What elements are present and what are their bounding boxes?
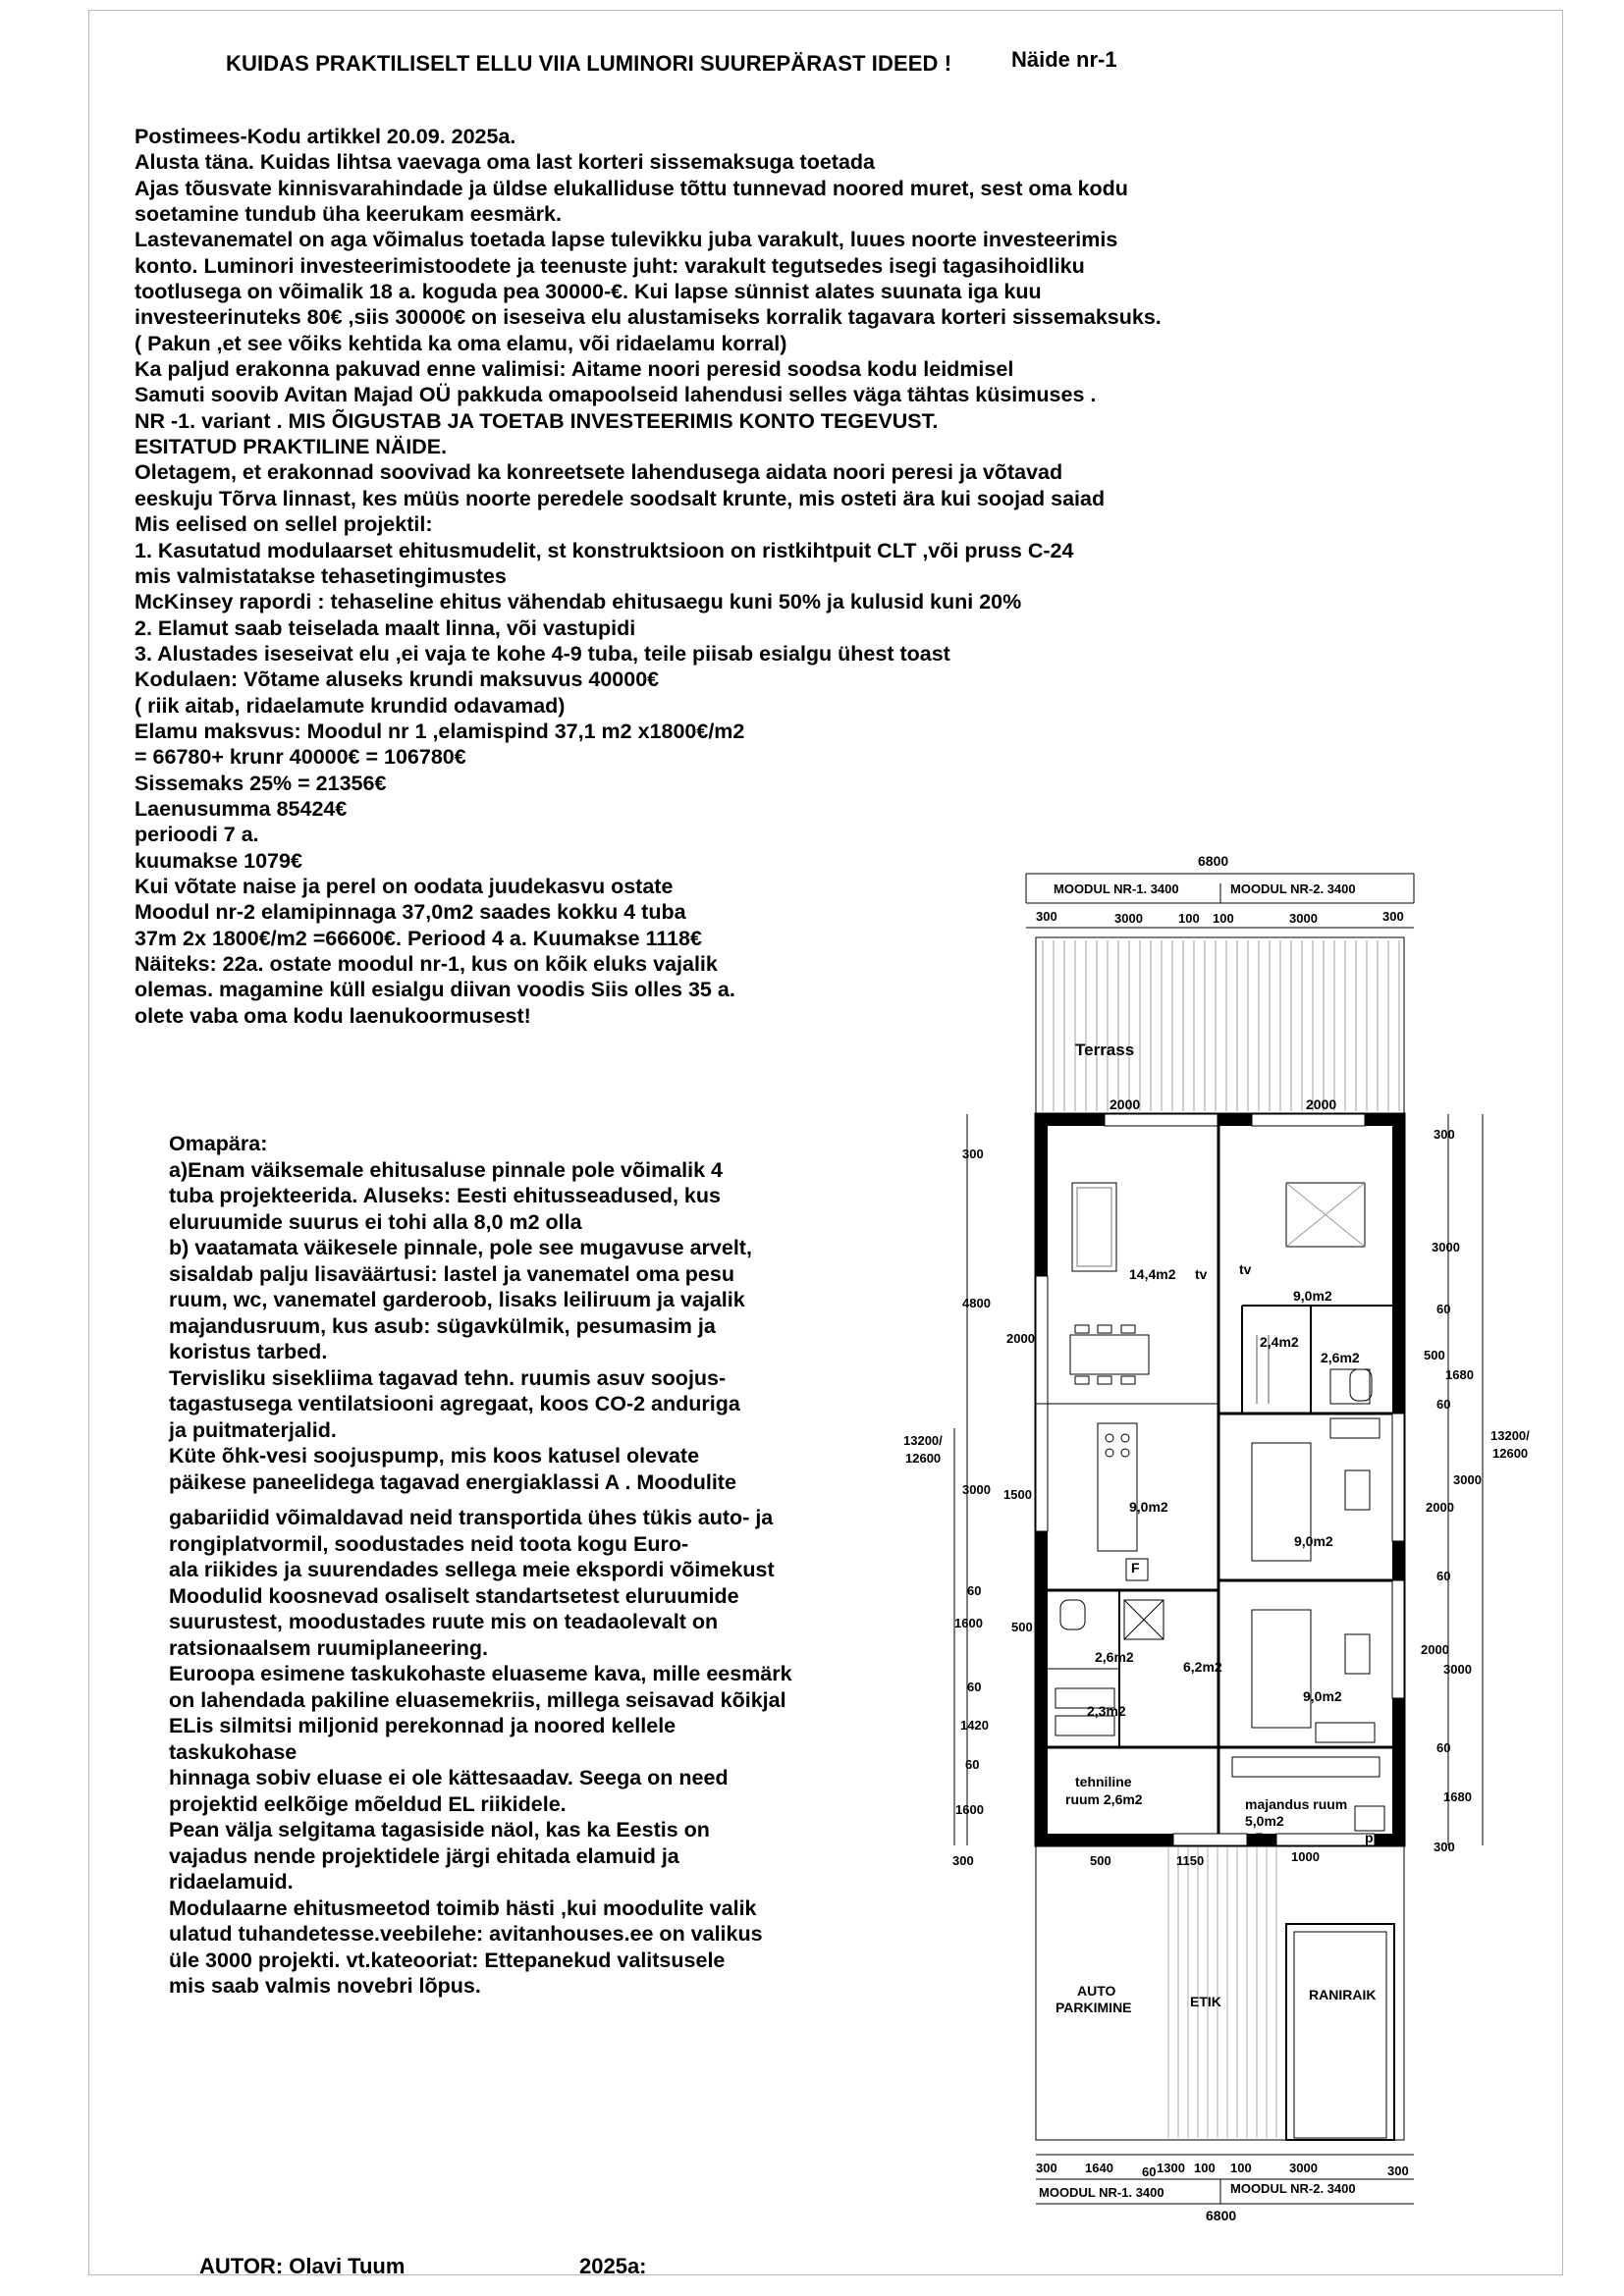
dim-right-60a: 60 [1436, 1302, 1451, 1316]
dim-left-total-b: 12600 [905, 1451, 942, 1466]
bed-low [1252, 1610, 1311, 1728]
dim-bottom-1000: 1000 [1291, 1849, 1320, 1864]
dim-right-3000a: 3000 [1432, 1240, 1460, 1255]
features-line: ulatud tuhandetesse.veebilehe: avitanhouses.ee on valikus [169, 1922, 763, 1946]
article-line: McKinsey rapordi : tehaseline ehitus vähendab ehitusaegu kuni 50% ja kulusid kuni 20% [135, 590, 1022, 614]
parking-label-2: PARKIMINE [1056, 2000, 1132, 2015]
article-line: 37m 2x 1800€/m2 =66600€. Periood 4 a. Kuumakse 1118€ [135, 926, 702, 950]
article-line: Moodul nr-2 elamipinnaga 37,0m2 saades kokku 4 tuba [135, 900, 686, 925]
room-sauna-area: 2,3m2 [1087, 1703, 1126, 1719]
terrace-decking [1036, 937, 1404, 1114]
dim-top-total: 6800 [1198, 853, 1229, 869]
room-kitchen-area: 9,0m2 [1129, 1499, 1168, 1515]
article-line: Samuti soovib Avitan Majad OÜ pakkuda omapoolseid lahendusi selles väga tähtas küsimuses . [135, 383, 1097, 407]
features-line: majandusruum, kus asub: sügavkülmik, pesumasim ja [169, 1313, 716, 1338]
features-line: ja puitmaterjalid. [169, 1417, 337, 1442]
dim-right-2000a: 2000 [1426, 1500, 1454, 1515]
features-line: sisaldab palju lisaväärtusi: lastel ja vanematel oma pesu [169, 1261, 734, 1286]
article-line: soetamine tundub üha keerukam eesmärk. [135, 202, 562, 227]
article-line: Postimees-Kodu artikkel 20.09. 2025a. [135, 125, 516, 148]
features-line: projektid eelkõige mõeldud EL riikidele. [169, 1791, 567, 1816]
room-technical-label: tehniline [1075, 1774, 1132, 1789]
dim-bottom-total: 6800 [1206, 2208, 1237, 2223]
dim-top-modul-2: MOODUL NR-2. 3400 [1230, 881, 1356, 896]
dim-top-f: 300 [1382, 909, 1404, 924]
dim-bottom-g: 3000 [1289, 2161, 1318, 2175]
drainage-label: RANIRAIK [1309, 1987, 1377, 2002]
dim-left-60c: 60 [965, 1757, 980, 1772]
dim-right-total-a: 13200/ [1490, 1428, 1530, 1443]
dim-top-e: 3000 [1289, 911, 1318, 926]
features-line: ratsionaalsem ruumiplaneering. [169, 1635, 488, 1660]
article-line: Ka paljud erakonna pakuvad enne valimisi: Aitame noori peresid soodsa kodu leidmisel [135, 357, 1014, 382]
dim-bottom-c: 60 [1142, 2164, 1157, 2179]
features-line: ala riikides ja suurendades sellega meie ekspordi võimekust [169, 1558, 775, 1581]
room-utility-area: 5,0m2 [1245, 1813, 1284, 1829]
room-hall-area: 6,2m2 [1183, 1659, 1222, 1675]
washing-machine [1355, 1806, 1384, 1831]
drainage-area [1286, 1924, 1394, 2140]
dim-bottom-modul-2: MOODUL NR-2. 3400 [1230, 2181, 1356, 2196]
features-line: hinnaga sobiv eluase ei ole kättesaadav. Seega on need [169, 1766, 729, 1789]
features-line: b) vaatamata väikesele pinnale, pole see mugavuse arvelt, [169, 1236, 752, 1259]
entry-label: ETIK [1190, 1994, 1221, 2009]
dim-left-60b: 60 [967, 1680, 982, 1694]
dim-right-3000c: 3000 [1443, 1662, 1472, 1677]
parking-label-1: AUTO [1077, 1983, 1116, 1999]
dim-bottom-b: 1640 [1085, 2161, 1113, 2175]
dim-right-60c: 60 [1436, 1569, 1451, 1583]
bottom-area [1036, 1845, 1404, 2140]
dim-left-300a: 300 [962, 1147, 984, 1161]
features-line: üle 3000 projekti. vt.kateooriat: Ettepanekud valitsusele [169, 1948, 726, 1972]
article-line: perioodi 7 a. [135, 823, 259, 847]
features-line: suurustest, moodustades ruute mis on teadaolevalt on [169, 1610, 719, 1633]
top-dimensions [1026, 853, 1414, 928]
kitchen-counter [1098, 1423, 1137, 1551]
dim-left-1600b: 1600 [955, 1802, 984, 1817]
article-line: mis valmistatakse tehasetingimustes [135, 563, 507, 588]
room-bed-top-area: 9,0m2 [1293, 1288, 1332, 1304]
dim-right-300a: 300 [1434, 1127, 1455, 1142]
article-line: ( riik aitab, ridaelamute krundid odavamad) [135, 693, 566, 718]
room-utility-label: majandus ruum [1245, 1796, 1348, 1812]
footer-author: AUTOR: Olavi Tuum [199, 2254, 406, 2278]
room-labels [1065, 1096, 1385, 1845]
features-line: koristus tarbed. [169, 1340, 328, 1363]
features-line: eluruumide suurus ei tohi alla 8,0 m2 olla [169, 1209, 582, 1234]
dim-top-c: 100 [1178, 911, 1200, 926]
dim-left-3000: 3000 [962, 1482, 991, 1497]
utility-f-label: F [1255, 1830, 1264, 1845]
dining-table [1070, 1335, 1149, 1374]
article-line: = 66780+ krunr 40000€ = 106780€ [135, 745, 466, 770]
article-line: Lastevanematel on aga võimalus toetada lapse tulevikku juba varakult, luues noorte investeerimis [135, 228, 1118, 252]
article-line: eeskuju Tõrva linnast, kes müüs noorte peredele soodsalt krunte, mis osteti ära kui soojad saiad [135, 486, 1106, 510]
footer-year: 2025a: [579, 2254, 647, 2278]
dim-bottom-1150: 1150 [1176, 1853, 1205, 1868]
dim-right-1680b: 1680 [1443, 1789, 1472, 1804]
article-line: olemas. magamine küll esialgu diivan voodis Siis olles 35 a. [135, 978, 735, 1002]
features-line: rongiplatvormil, soodustades neid toota kogu Euro- [169, 1531, 689, 1556]
article-line: Laenusumma 85424€ [135, 796, 348, 821]
features-line: a)Enam väiksemale ehitusaluse pinnale pole võimalik 4 [169, 1157, 724, 1182]
features-line: päikese paneelidega tagavad energiaklassi A . Moodulite [169, 1469, 736, 1494]
room-bed-mid-area: 9,0m2 [1294, 1533, 1333, 1549]
article-line: investeerinuteks 80€ ,siis 30000€ on iseseiva elu alustamiseks korralik tagavara korteri sissemaksuks. [135, 305, 1162, 330]
article-line: Ajas tõusvate kinnisvarahindade ja üldse elukalliduse tõttu tunnevad noored muret, sest oma kodu [135, 176, 1128, 200]
features-line: mis saab valmis novebri lõpus. [169, 1974, 481, 1998]
article-line: NR -1. variant . MIS ÕIGUSTAB JA TOETAB INVESTEERIMIS KONTO TEGEVUST. [135, 408, 939, 433]
dim-left-500: 500 [1011, 1620, 1033, 1634]
dim-right-3000b: 3000 [1453, 1472, 1482, 1487]
features-line: tagastusega ventilatsiooni agregaat, koos CO-2 anduriga [169, 1392, 740, 1415]
room-living-area: 14,4m2 [1129, 1266, 1176, 1282]
page-title: KUIDAS PRAKTILISELT ELLU VIIA LUMINORI SUUREPÄRAST IDEED ! [226, 51, 952, 76]
features-line: Euroopa esimene taskukohaste eluaseme kava, mille eesmärk [169, 1662, 792, 1685]
room-bath-top-area: 2,6m2 [1321, 1350, 1360, 1365]
dim-bottom-d: 1300 [1157, 2161, 1185, 2175]
dim-right-total-b: 12600 [1492, 1446, 1529, 1461]
dim-left-300b: 300 [952, 1853, 974, 1868]
tv-label-a: tv [1195, 1266, 1208, 1282]
features-line: taskukohase [169, 1739, 298, 1764]
features-line: Modulaarne ehitusmeetod toimib hästi ,kui moodulite valik [169, 1896, 757, 1920]
window-dim-b: 2000 [1306, 1096, 1337, 1112]
article-line: olete vaba oma kodu laenukoormusest! [135, 1003, 531, 1028]
dim-right-500: 500 [1424, 1348, 1445, 1362]
dim-right-60d: 60 [1436, 1740, 1451, 1755]
features-line: ELis silmitsi miljonid perekonnad ja noored kellele [169, 1714, 677, 1737]
article-line: 2. Elamut saab teiselada maalt linna, või vastupidi [135, 615, 636, 640]
article-line: Elamu maksvus: Moodul nr 1 ,elamispind 37,1 m2 x1800€/m2 [135, 719, 745, 743]
terrace-label: Terrass [1075, 1041, 1135, 1059]
window-dim-a: 2000 [1110, 1096, 1141, 1112]
dim-right-60b: 60 [1436, 1397, 1451, 1412]
utility-pm-label: pm [1365, 1830, 1385, 1845]
features-line: Tervisliku sisekliima tagavad tehn. ruumis asuv soojus- [169, 1365, 727, 1390]
dim-left-1420: 1420 [960, 1718, 989, 1733]
dim-left-1500: 1500 [1003, 1487, 1032, 1502]
article-line: 1. Kasutatud modulaarset ehitusmudelit, st konstruktsioon on ristkihtpuit CLT ,või pruss C-24 [135, 538, 1074, 562]
dim-top-modul-1: MOODUL NR-1. 3400 [1054, 881, 1179, 896]
dim-left-2000: 2000 [1006, 1331, 1035, 1346]
dim-bottom-modul-1: MOODUL NR-1. 3400 [1039, 2185, 1164, 2200]
features-line: Moodulid koosnevad osaliselt standartsetest eluruumide [169, 1583, 739, 1608]
article-line: ESITATUD PRAKTILINE NÄIDE. [135, 435, 448, 459]
dim-right-2000b: 2000 [1421, 1642, 1449, 1657]
article-line: tootlusega on võimalik 18 a. koguda pea 30000-€. Kui lapse sünnist alates suunata iga kuu [135, 280, 1042, 304]
article-line: konto. Luminori investeerimistoodete ja teenuste juht: varakult tegutsedes isegi tagasihoidliku [135, 253, 1085, 278]
toilet-low [1060, 1600, 1085, 1629]
features-line: Küte õhk-vesi soojuspump, mis koos katusel olevate [169, 1444, 700, 1468]
features-line: Pean välja selgitama tagasiside näol, kas ka Eestis on [169, 1818, 710, 1842]
dim-bottom-h: 300 [1387, 2163, 1409, 2178]
article-line: Mis eelised on sellel projektil: [135, 512, 433, 537]
room-bath-low-area: 2,6m2 [1095, 1649, 1134, 1665]
dim-right-300b: 300 [1434, 1840, 1455, 1854]
kitchen-f-label: F [1131, 1560, 1140, 1575]
article-line: ( Pakun ,et see võiks kehtida ka oma elamu, või ridaelamu korral) [135, 331, 787, 355]
features-line: tuba projekteerida. Aluseks: Eesti ehitusseadused, kus [169, 1184, 721, 1207]
features-line: Omapära: [169, 1132, 268, 1155]
dim-left-1600a: 1600 [954, 1616, 983, 1630]
sofa [1072, 1183, 1116, 1271]
dim-left-60a: 60 [967, 1583, 982, 1598]
features-line: ridaelamuid. [169, 1870, 294, 1894]
room-technical-area: ruum 2,6m2 [1065, 1791, 1143, 1807]
article-line: 3. Alustades iseseivat elu ,ei vaja te kohe 4-9 tuba, teile piisab esialgu ühest toast [135, 641, 950, 666]
dim-left-total-a: 13200/ [903, 1433, 943, 1448]
article-line: Kodulaen: Võtame aluseks krundi maksuvus 40000€ [135, 667, 660, 692]
bottom-dimensions [1036, 2155, 1414, 2223]
article-line: Näiteks: 22a. ostate moodul nr-1, kus on kõik eluks vajalik [135, 952, 718, 976]
dim-bottom-f: 100 [1230, 2161, 1252, 2175]
example-number: Näide nr-1 [1011, 47, 1117, 72]
dim-top-b: 3000 [1114, 911, 1143, 926]
dim-right-1680a: 1680 [1445, 1367, 1474, 1382]
article-line: kuumakse 1079€ [135, 848, 302, 873]
features-line: on lahendada pakiline eluasemekriis, millega seisavad kõikjal [169, 1687, 786, 1712]
room-bed-low-area: 9,0m2 [1303, 1688, 1342, 1704]
dim-top-d: 100 [1213, 911, 1234, 926]
right-dimensions [1421, 1114, 1530, 1854]
features-line: vajadus nende projektidele järgi ehitada elamuid ja [169, 1843, 679, 1868]
left-dimensions [903, 1114, 1035, 1868]
tv-label-b: tv [1239, 1261, 1252, 1277]
room-wardrobe-area: 2,4m2 [1260, 1334, 1299, 1350]
dim-left-4800: 4800 [962, 1296, 991, 1310]
dim-bottom-e: 100 [1194, 2161, 1216, 2175]
article-line: Sissemaks 25% = 21356€ [135, 771, 387, 795]
dim-bottom-500: 500 [1090, 1853, 1111, 1868]
features-line: ruum, wc, vanematel garderoob, lisaks leiliruum ja vajalik [169, 1288, 745, 1311]
article-line: Oletagem, et erakonnad soovivad ka konreetsete lahendusega aidata noori peresi ja võtavad [135, 460, 1063, 485]
dim-bottom-a: 300 [1036, 2161, 1057, 2175]
features-line: gabariidid võimaldavad neid transportida ühes tükis auto- ja [169, 1506, 774, 1529]
article-line: Kui võtate naise ja perel on oodata juudekasvu ostate [135, 874, 674, 898]
dim-top-a: 300 [1036, 909, 1057, 924]
article-line: Alusta täna. Kuidas lihtsa vaevaga oma last korteri sissemaksuga toetada [135, 150, 876, 175]
